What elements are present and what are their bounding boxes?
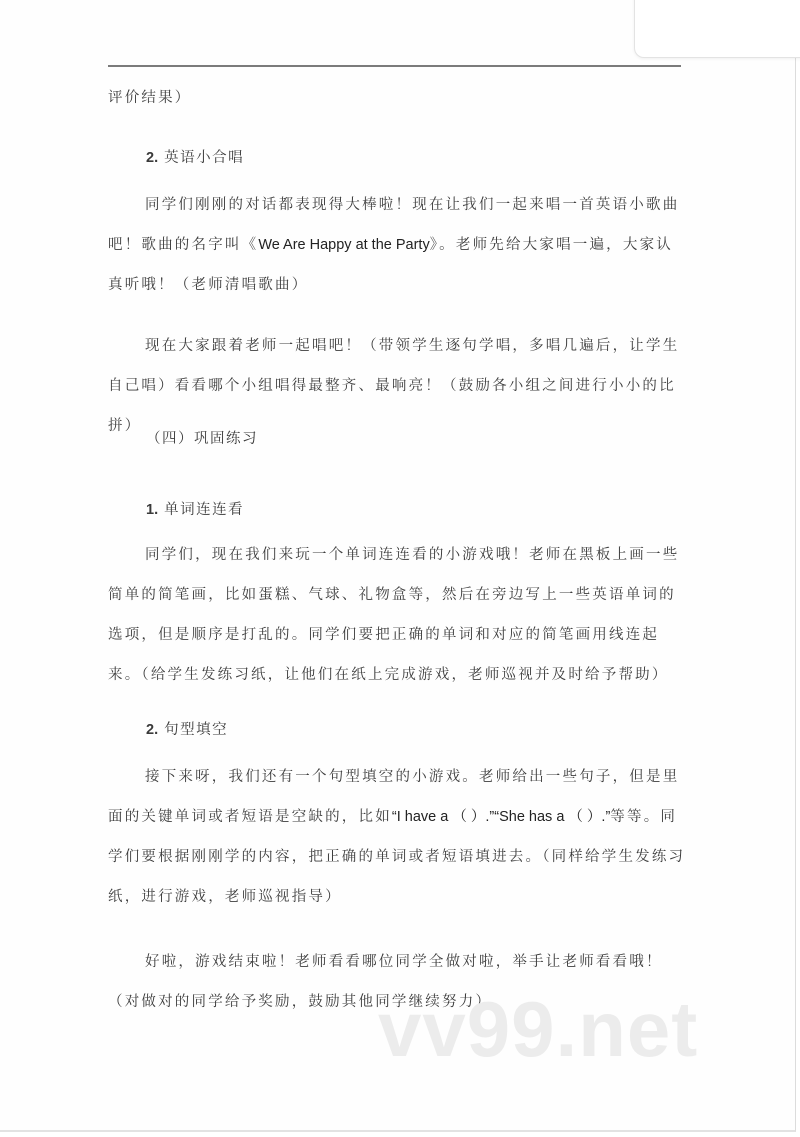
text-run: 同学们刚刚的对话都表现得大棒啦！现在让我们一起来唱一首英语小歌曲吧！歌曲的名字叫《 [108,197,680,253]
example-sentence-1: “I have a （ ）.” [391,809,495,825]
heading-text: 单词连连看 [164,502,245,518]
heading-number: 2. [146,722,159,738]
heading-number: 1. [146,502,159,518]
paragraph-sing-along: 现在大家跟着老师一起唱吧！（带领学生逐句学唱，多唱几遍后，让学生自己唱）看看哪个小组唱得最整齐、最响亮！（鼓励各小组之间进行小小的比拼） [108,338,680,434]
text-run: 等等。同学们要根据刚刚学的内容，把正确的单词或者短语填进去。（同样给学生发练习纸，进行游戏，老师巡视指导） [108,809,686,905]
section-heading-fill-blank [146,720,228,740]
watermark: vv99.net [378,985,699,1073]
paragraph-word-match: 同学们，现在我们来玩一个单词连连看的小游戏哦！老师在黑板上画一些简单的简笔画，比如蛋糕、气球、礼物盒等，然后在旁边写上一些英语单词的选项，但是顺序是打乱的。同学们要把正确的单词和对应的简笔画用线连起来。（给学生发练习纸，让他们在纸上完成游戏，老师巡视并及时给予帮助） [108,547,680,683]
corner-panel [634,0,800,58]
fragment-top: 评价结果） [108,90,192,106]
heading-text: 句型填空 [164,722,229,738]
section-heading-song [146,148,244,168]
part-heading: （四）巩固练习 [146,431,258,447]
header-rule [108,65,681,67]
paragraph-song-intro [108,185,688,305]
song-title: We Are Happy at the Party [258,237,430,253]
paragraph-closing: 好啦，游戏结束啦！老师看看哪位同学全做对啦，举手让老师看看哦！（对做对的同学给予奖励，鼓励其他同学继续努力） [108,954,663,1010]
paragraph-fill-blank [108,757,688,917]
text-run: 》。老师先给大家唱一遍，大家认真听哦！（老师清唱歌曲） [108,237,673,293]
example-sentence-2: “She has a （ ）.” [494,809,611,825]
heading-number: 2. [146,150,159,166]
heading-text: 英语小合唱 [164,150,245,166]
section-heading-word-match [146,500,244,520]
text-run: 接下来呀，我们还有一个句型填空的小游戏。老师给出一些句子，但是里面的关键单词或者短语是空缺的，比如 [108,769,680,825]
